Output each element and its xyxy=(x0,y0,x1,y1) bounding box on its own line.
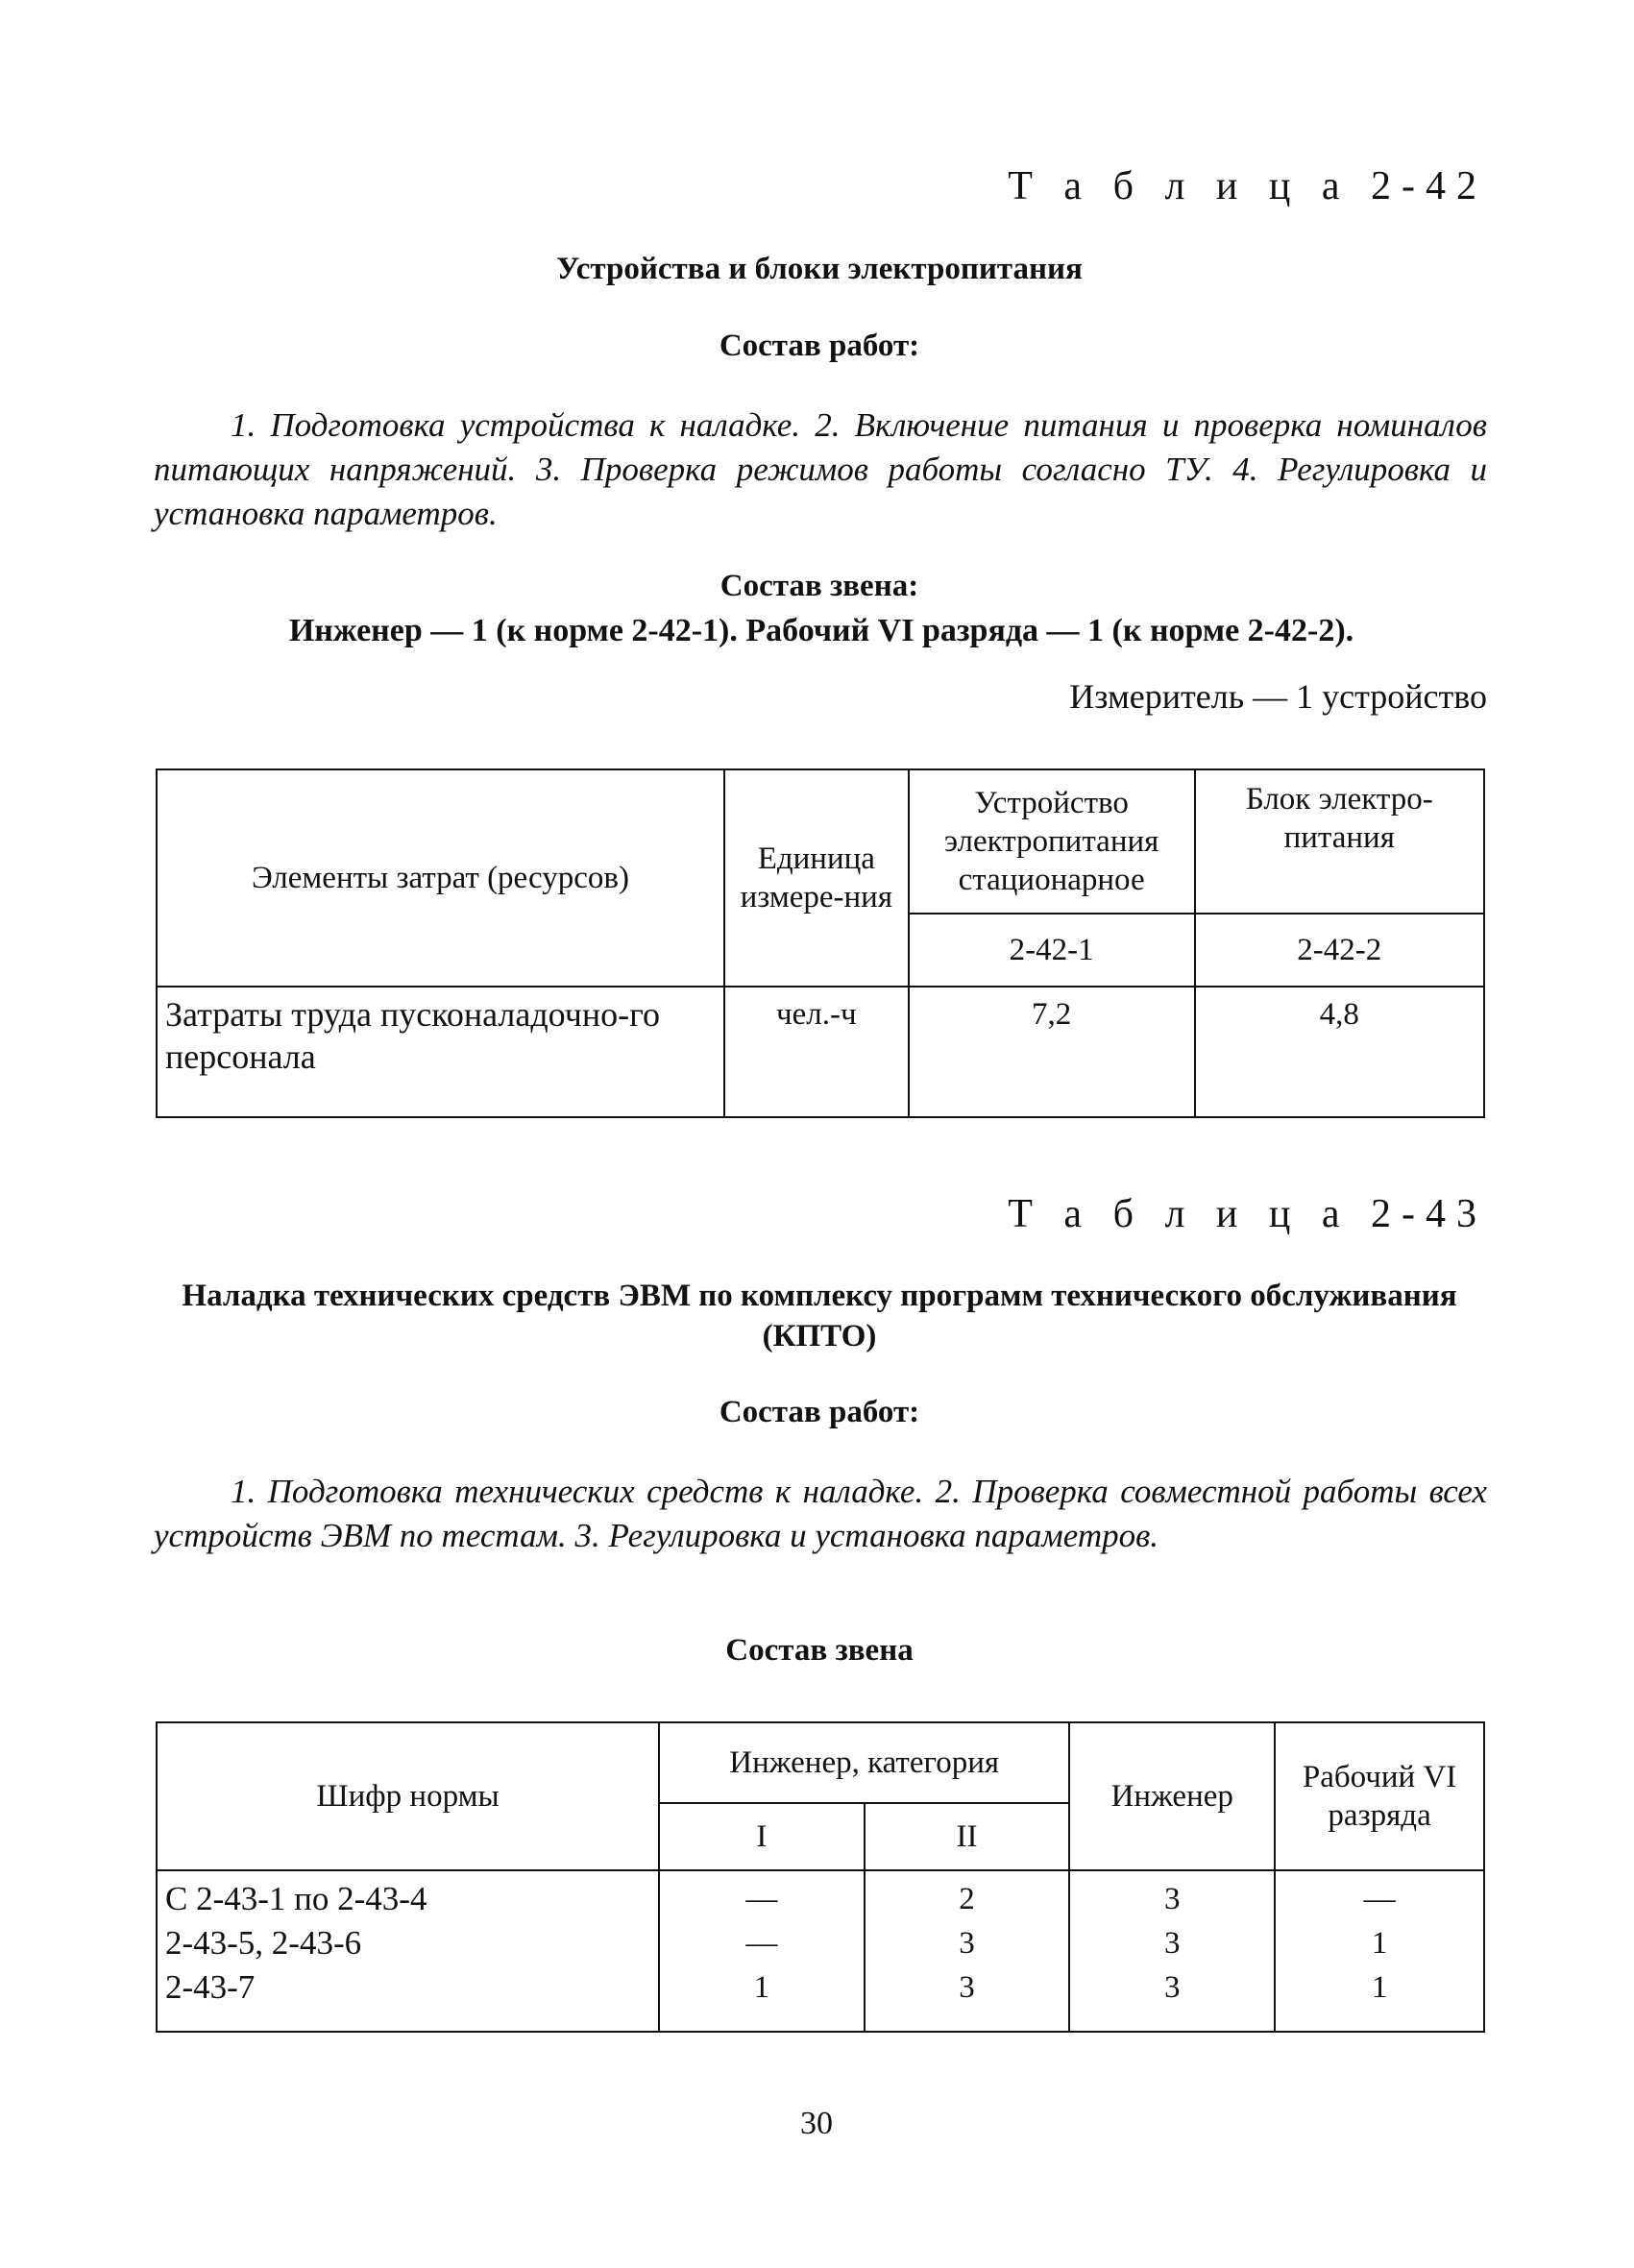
row-labor-value-1: 7,2 xyxy=(909,987,1195,1117)
table-43 xyxy=(156,1721,1485,2033)
header-code: Шифр нормы xyxy=(157,1722,659,1870)
table-row-cat1: — xyxy=(745,1882,778,1916)
table-43-category-1-values xyxy=(659,1870,865,2032)
table-42-crew-label: Состав звена: xyxy=(719,569,919,603)
row-labor-unit: чел.-ч xyxy=(724,987,909,1117)
table-row-engineer: 3 xyxy=(1163,1926,1181,1961)
table-43-engineer-values xyxy=(1069,1870,1275,2032)
header-worker: Рабочий VI разряда xyxy=(1275,1722,1484,1870)
table-42-title: Т а б л и ц а 2-42 xyxy=(1008,164,1487,208)
table-row-code: С 2-43-1 по 2-43-4 xyxy=(165,1880,427,1917)
table-43-works-text: 1. Подготовка технических средств к наладке. 2. Проверка совместной работы всех устройств ЭВМ по тестам. 3. Регулировка и установка параметров. xyxy=(154,1473,1487,1554)
row-labor-label: Затраты труда пусконаладочно-го персонала xyxy=(157,987,724,1117)
table-43-crew-label: Состав звена xyxy=(725,1633,914,1668)
table-42-heading: Устройства и блоки электропитания xyxy=(556,252,1083,286)
code-2-42-2: 2-42-2 xyxy=(1195,914,1484,987)
code-2-42-1: 2-42-1 xyxy=(909,914,1195,987)
table-row-worker: 1 xyxy=(1371,1926,1388,1961)
table-43-works-label: Состав работ: xyxy=(719,1395,920,1429)
row-labor-value-2: 4,8 xyxy=(1195,987,1484,1117)
table-row-cat1: 1 xyxy=(753,1970,770,2005)
table-43-codes xyxy=(157,1870,659,2032)
header-device: Устройство электропитания стационарное xyxy=(909,769,1195,914)
table-row-code: 2-43-7 xyxy=(165,1968,256,2006)
table-43-category-2-values xyxy=(865,1870,1070,2032)
header-engineer: Инженер xyxy=(1069,1722,1275,1870)
table-42-meter: Измеритель — 1 устройство xyxy=(1069,677,1487,716)
header-category-2: II xyxy=(865,1803,1070,1870)
table-43-title: Т а б л и ц а 2-43 xyxy=(1008,1192,1487,1236)
table-row-worker: — xyxy=(1363,1882,1396,1916)
header-elements: Элементы затрат (ресурсов) xyxy=(157,769,724,987)
table-42-works-text: 1. Подготовка устройства к наладке. 2. Включение питания и проверка номиналов питающих напряжений. 3. Проверка режимов работы согласно ТУ. 4. Регулировка и установка параметров. xyxy=(154,406,1487,532)
table-row-cat2: 3 xyxy=(959,1926,975,1961)
table-42 xyxy=(156,768,1485,1118)
table-row-engineer: 3 xyxy=(1163,1882,1181,1916)
header-category-1: I xyxy=(659,1803,865,1870)
table-row-engineer: 3 xyxy=(1163,1970,1181,2005)
table-42-works-label: Состав работ: xyxy=(719,329,920,363)
header-block: Блок электро-питания xyxy=(1195,769,1484,914)
header-unit: Единица измере-ния xyxy=(724,769,909,987)
table-43-heading: Наладка технических средств ЭВМ по комплексу программ технического обслуживания (КПТО) xyxy=(182,1279,1457,1353)
header-engineer-category: Инженер, категория xyxy=(659,1722,1069,1803)
table-row-cat2: 3 xyxy=(959,1970,975,2005)
page-number: 30 xyxy=(800,2106,833,2141)
table-43-worker-values xyxy=(1275,1870,1484,2032)
table-row-cat1: — xyxy=(745,1926,778,1961)
table-row-worker: 1 xyxy=(1371,1970,1388,2005)
table-row-code: 2-43-5, 2-43-6 xyxy=(165,1924,362,1962)
table-row-cat2: 2 xyxy=(959,1882,975,1916)
table-42-crew-text: Инженер — 1 (к норме 2-42-1). Рабочий VI разряда — 1 (к норме 2-42-2). xyxy=(288,613,1354,648)
